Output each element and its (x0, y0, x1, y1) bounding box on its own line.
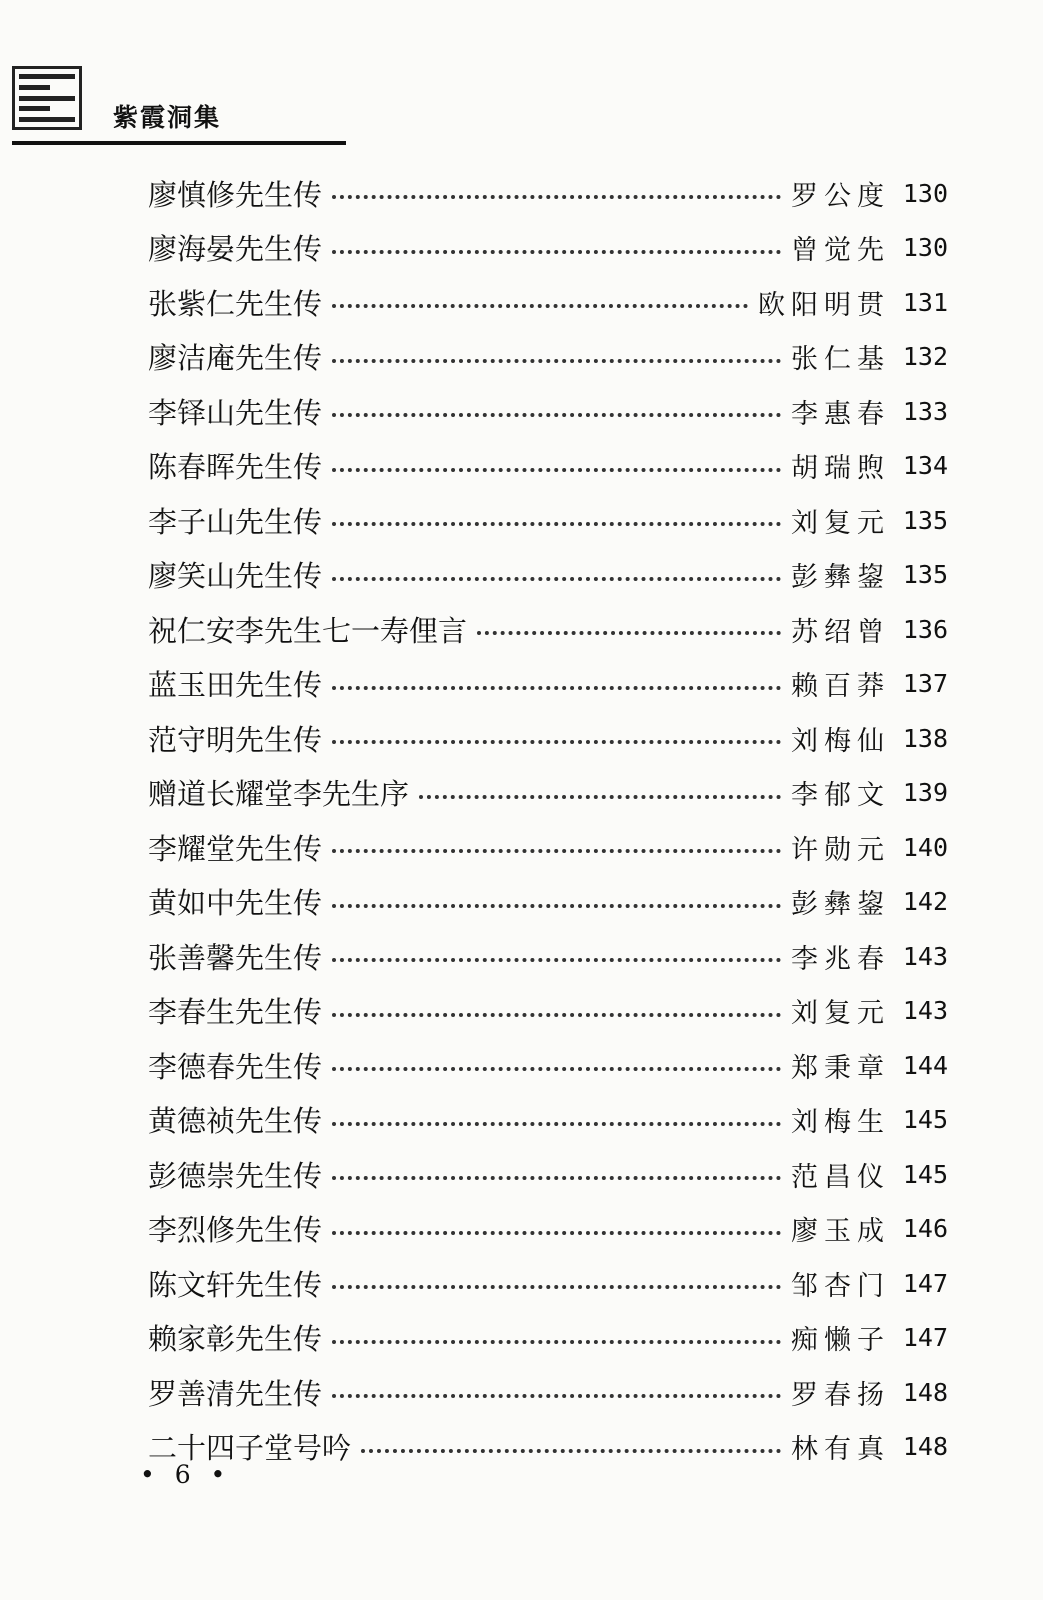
dot-leader (332, 1285, 781, 1289)
toc-entry[interactable] (148, 439, 948, 494)
book-title: 紫霞洞集 (113, 103, 222, 132)
entry-page-number: 133 (902, 396, 948, 426)
entry-page-number: 139 (902, 778, 948, 808)
entry-title: 张善馨先生传 (148, 940, 323, 975)
entry-author: 许勋元 (791, 834, 890, 866)
dot-leader (332, 1394, 781, 1398)
dot-leader (332, 304, 748, 308)
toc-entry[interactable] (148, 1420, 948, 1475)
dot-leader (332, 413, 781, 417)
table-of-contents (148, 166, 948, 1474)
entry-page-number: 143 (902, 996, 948, 1026)
entry-page-number: 132 (902, 342, 948, 372)
entry-author: 林有真 (791, 1434, 890, 1466)
dot-leader (332, 522, 781, 526)
toc-entry[interactable] (148, 766, 948, 821)
entry-title: 李铎山先生传 (148, 395, 323, 430)
entry-author: 李兆春 (791, 943, 890, 975)
dot-leader (332, 1067, 781, 1071)
toc-entry[interactable] (148, 221, 948, 276)
entry-author: 邹杏门 (791, 1270, 890, 1302)
entry-title: 李子山先生传 (148, 504, 323, 539)
entry-author: 刘梅仙 (791, 725, 890, 757)
entry-page-number: 135 (902, 505, 948, 535)
entry-title: 二十四子堂号吟 (148, 1431, 352, 1466)
entry-page-number: 147 (902, 1323, 948, 1353)
dot-leader (332, 468, 781, 472)
entry-title: 李德春先生传 (148, 1049, 323, 1084)
entry-title: 李春生先生传 (148, 995, 323, 1030)
entry-page-number: 134 (902, 451, 948, 481)
toc-entry[interactable] (148, 548, 948, 603)
entry-page-number: 140 (902, 832, 948, 862)
entry-title: 李耀堂先生传 (148, 831, 323, 866)
dot-leader (332, 1176, 781, 1180)
dot-leader (332, 740, 781, 744)
entry-title: 廖笑山先生传 (148, 559, 323, 594)
entry-title: 陈文轩先生传 (148, 1267, 323, 1302)
entry-page-number: 137 (902, 669, 948, 699)
entry-page-number: 143 (902, 941, 948, 971)
toc-entry[interactable] (148, 1202, 948, 1257)
entry-author: 刘梅生 (791, 1107, 890, 1139)
dot-leader (419, 795, 781, 799)
dot-leader (361, 1449, 781, 1453)
entry-page-number: 130 (902, 178, 948, 208)
entry-title: 廖慎修先生传 (148, 177, 323, 212)
entry-page-number: 148 (902, 1432, 948, 1462)
entry-title: 罗善清先生传 (148, 1376, 323, 1411)
dot-leader (332, 1122, 781, 1126)
dot-leader (332, 958, 781, 962)
entry-page-number: 142 (902, 887, 948, 917)
entry-title: 蓝玉田先生传 (148, 668, 323, 703)
entry-author: 赖百莽 (791, 671, 890, 703)
entry-page-number: 136 (902, 614, 948, 644)
toc-entry[interactable] (148, 1256, 948, 1311)
dot-leader (332, 849, 781, 853)
dot-leader (332, 904, 781, 908)
entry-title: 彭德崇先生传 (148, 1158, 323, 1193)
entry-author: 彭彝鋆 (791, 562, 890, 594)
toc-entry[interactable] (148, 657, 948, 712)
toc-entry[interactable] (148, 1311, 948, 1366)
toc-entry[interactable] (148, 1147, 948, 1202)
entry-author: 郑秉章 (791, 1052, 890, 1084)
toc-entry[interactable] (148, 493, 948, 548)
page-number: • 6 • (140, 1460, 232, 1489)
entry-page-number: 130 (902, 233, 948, 263)
entry-author: 痴懒子 (791, 1325, 890, 1357)
toc-entry[interactable] (148, 602, 948, 657)
entry-page-number: 145 (902, 1159, 948, 1189)
entry-title: 赖家彰先生传 (148, 1322, 323, 1357)
entry-author: 胡瑞煦 (791, 453, 890, 485)
dot-leader (332, 686, 781, 690)
dot-leader (332, 1340, 781, 1344)
toc-entry[interactable] (148, 1093, 948, 1148)
dot-leader (332, 195, 781, 199)
header-divider (12, 141, 346, 145)
entry-page-number: 148 (902, 1377, 948, 1407)
entry-page-number: 145 (902, 1105, 948, 1135)
entry-page-number: 147 (902, 1268, 948, 1298)
dot-leader (332, 359, 781, 363)
entry-author: 范昌仪 (791, 1161, 890, 1193)
entry-author: 苏绍曾 (791, 616, 890, 648)
entry-author: 李惠春 (791, 398, 890, 430)
toc-entry[interactable] (148, 166, 948, 221)
toc-entry[interactable] (148, 330, 948, 385)
entry-title: 陈春晖先生传 (148, 450, 323, 485)
entry-title: 李烈修先生传 (148, 1213, 323, 1248)
entry-page-number: 146 (902, 1214, 948, 1244)
entry-author: 罗春扬 (791, 1379, 890, 1411)
toc-entry[interactable] (148, 1038, 948, 1093)
toc-entry[interactable] (148, 1365, 948, 1420)
toc-entry[interactable] (148, 984, 948, 1039)
page-header (0, 0, 1043, 160)
toc-entry[interactable] (148, 275, 948, 330)
seal-logo-icon (12, 66, 82, 130)
entry-title: 范守明先生传 (148, 722, 323, 757)
toc-entry[interactable] (148, 820, 948, 875)
entry-page-number: 144 (902, 1050, 948, 1080)
toc-entry[interactable] (148, 875, 948, 930)
toc-entry[interactable] (148, 384, 948, 439)
entry-title: 廖海晏先生传 (148, 232, 323, 267)
entry-author: 曾觉先 (791, 235, 890, 267)
toc-entry[interactable] (148, 711, 948, 766)
dot-leader (332, 577, 781, 581)
entry-title: 黄如中先生传 (148, 886, 323, 921)
entry-title: 张紫仁先生传 (148, 286, 323, 321)
entry-title: 廖洁庵先生传 (148, 341, 323, 376)
entry-author: 张仁基 (791, 344, 890, 376)
entry-author: 欧阳明贯 (758, 289, 890, 321)
entry-title: 赠道长耀堂李先生序 (148, 777, 410, 812)
entry-page-number: 138 (902, 723, 948, 753)
entry-author: 罗公度 (791, 180, 890, 212)
entry-title: 黄德祯先生传 (148, 1104, 323, 1139)
entry-author: 彭彝鋆 (791, 889, 890, 921)
dot-leader (332, 250, 781, 254)
dot-leader (332, 1231, 781, 1235)
entry-author: 廖玉成 (791, 1216, 890, 1248)
dot-leader (332, 1013, 781, 1017)
entry-page-number: 131 (902, 287, 948, 317)
dot-leader (477, 631, 781, 635)
toc-entry[interactable] (148, 929, 948, 984)
entry-title: 祝仁安李先生七一寿俚言 (148, 613, 468, 648)
entry-author: 李郁文 (791, 780, 890, 812)
entry-author: 刘复元 (791, 507, 890, 539)
entry-page-number: 135 (902, 560, 948, 590)
entry-author: 刘复元 (791, 998, 890, 1030)
